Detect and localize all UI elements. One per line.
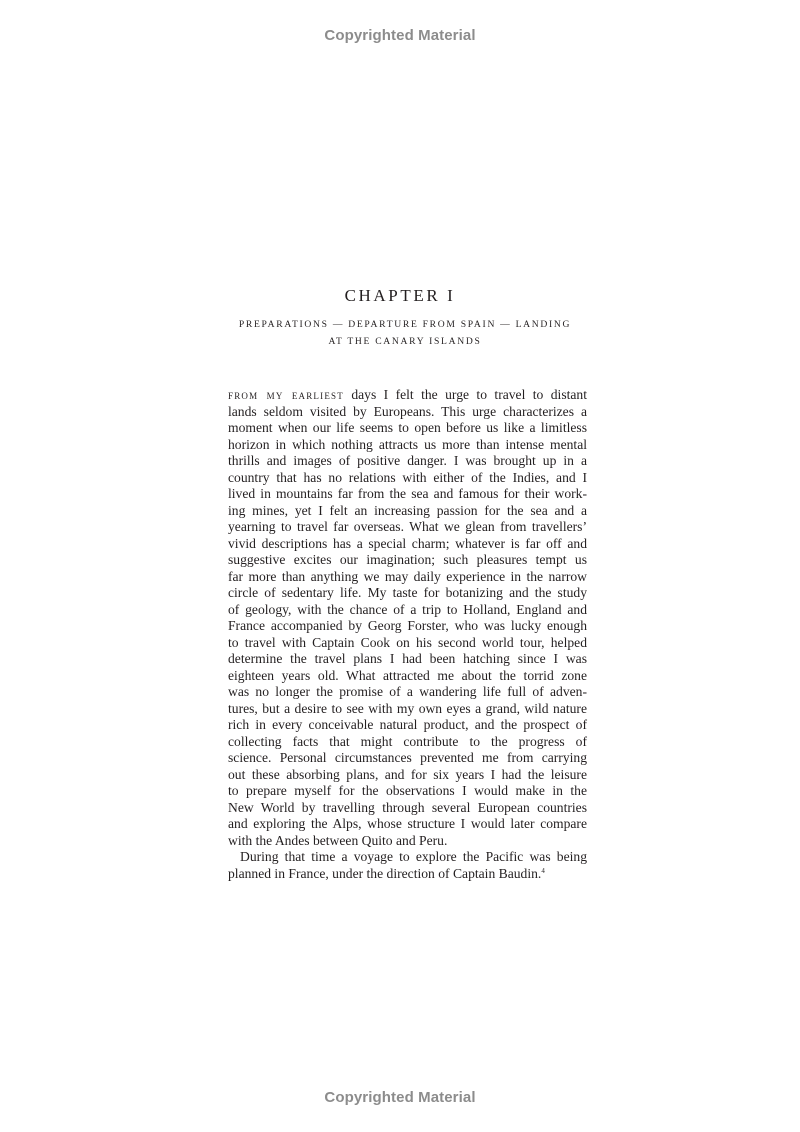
body-line: out these absorbing plans, and for six years I had the leisure: [228, 766, 587, 782]
body-line: [228, 866, 587, 883]
body-line: [228, 387, 587, 404]
body-line: far more than anything we may daily experience in the narrow: [228, 568, 587, 584]
chapter-subtitle-line: AT THE CANARY ISLANDS: [328, 336, 482, 347]
body-line: ing mines, yet I felt an increasing passion for the sea and a: [228, 502, 587, 518]
body-line: eighteen years old. What attracted me about the torrid zone: [228, 667, 587, 683]
body-line-text: days I felt the urge to travel to distant: [343, 387, 587, 402]
body-line: and exploring the Alps, whose structure I would later compare: [228, 816, 587, 831]
body-text: [228, 387, 587, 882]
body-line: science. Personal circumstances prevented me from carrying: [228, 750, 587, 765]
body-line: of geology, with the chance of a trip to Holland, England and: [228, 601, 587, 617]
body-line: vivid descriptions has a special charm; whatever is far off and: [228, 535, 587, 551]
chapter-title: CHAPTER I: [344, 286, 456, 305]
body-line: France accompanied by Georg Forster, who was lucky enough: [228, 618, 587, 633]
lead-in-small-caps: from my earliest: [228, 388, 344, 402]
body-line: with the Andes between Quito and Peru.: [228, 832, 448, 848]
body-line: thrills and images of positive danger. I was brought up in a: [228, 453, 587, 468]
chapter-subtitle: [220, 316, 590, 350]
footnote-reference[interactable]: 4: [541, 866, 545, 875]
body-line: to prepare myself for the observations I would make in the: [228, 783, 587, 798]
body-line: lived in mountains far from the sea and famous for their work-: [228, 486, 587, 501]
body-line: circle of sedentary life. My taste for botanizing and the study: [228, 585, 587, 600]
body-line: New World by travelling through several European countries: [228, 799, 587, 815]
body-line: was no longer the promise of a wandering life full of adven-: [228, 684, 587, 699]
body-line: lands seldom visited by Europeans. This urge characterizes a: [228, 403, 587, 419]
body-line: During that time a voyage to explore the Pacific was being: [240, 849, 587, 864]
body-line: yearning to travel far overseas. What we glean from travellers’: [228, 519, 587, 534]
body-line: country that has no relations with either of the Indies, and I: [228, 469, 587, 485]
chapter-subtitle-line: PREPARATIONS — DEPARTURE FROM SPAIN — LANDING: [238, 319, 572, 330]
body-line: collecting facts that might contribute to the progress of: [228, 733, 587, 749]
body-line: to travel with Captain Cook on his second world tour, helped: [228, 634, 587, 650]
body-line: determine the travel plans I had been hatching since I was: [228, 651, 587, 666]
body-line: tures, but a desire to see with my own eyes a grand, wild nature: [228, 700, 587, 716]
body-line: horizon in which nothing attracts us more than intense mental: [228, 436, 587, 452]
body-line: suggestive excites our imagination; such pleasures tempt us: [228, 552, 587, 567]
copyright-watermark-bottom: Copyrighted Material: [324, 1089, 476, 1106]
body-line-text: planned in France, under the direction of Captain Baudin.: [228, 865, 542, 881]
body-line: moment when our life seems to open before us like a limitless: [228, 420, 587, 435]
body-line: rich in every conceivable natural product, and the prospect of: [228, 717, 587, 732]
copyright-watermark-top: Copyrighted Material: [324, 27, 476, 44]
